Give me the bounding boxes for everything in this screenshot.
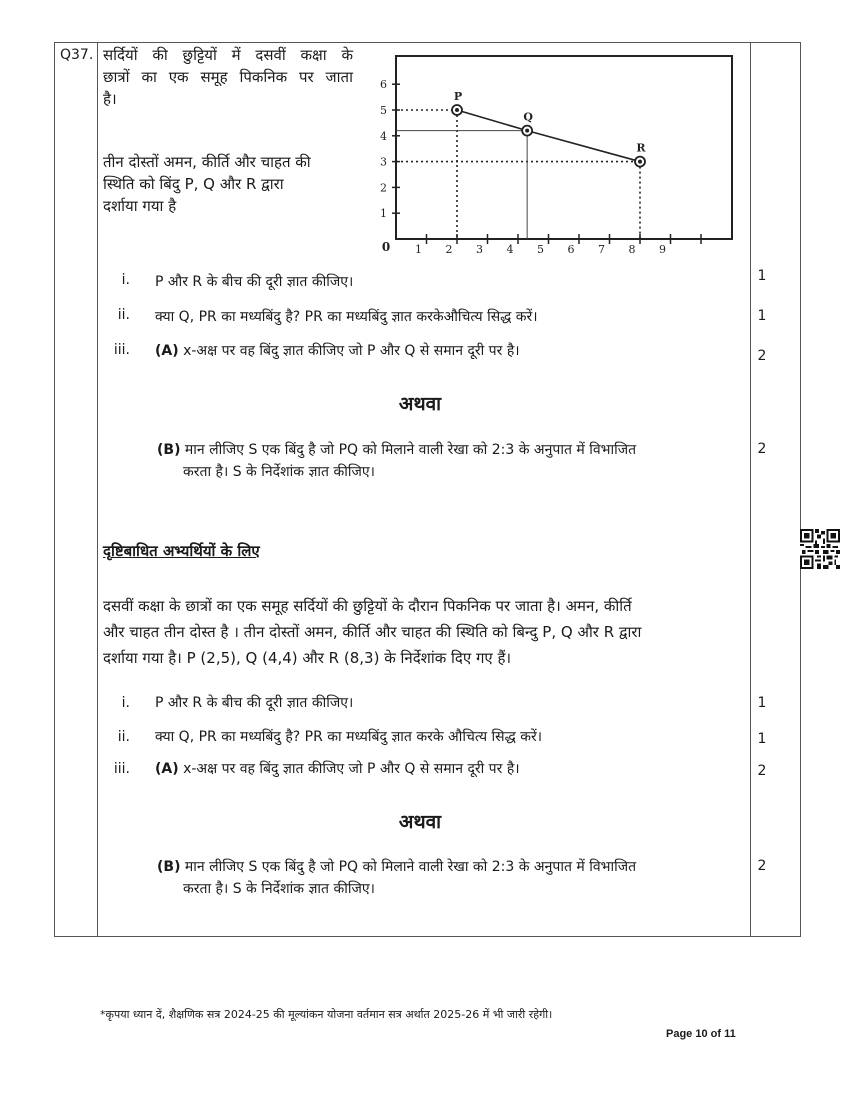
part-b-line-2: करता है। S के निर्देशांक ज्ञात कीजिए। (183, 464, 375, 480)
vi-or-label: अथवा (398, 811, 442, 833)
vi-heading: दृष्टिबाधित अभ्यर्थियों के लिए (103, 542, 260, 560)
x-tick-label: 8 (628, 243, 636, 256)
part-i-number: i. (121, 272, 130, 288)
intro-line-3: है। (103, 90, 117, 108)
origin-label: 0 (381, 240, 391, 254)
table-col-divider-1 (97, 42, 98, 937)
desc-line-3: दर्शाया गया है (103, 197, 177, 215)
y-tick-label: 2 (380, 181, 387, 195)
or-label: अथवा (398, 393, 442, 415)
point-label: Q (523, 110, 533, 124)
x-tick-label: 4 (506, 243, 514, 256)
vi-part-b-line-2: करता है। S के निर्देशांक ज्ञात कीजिए। (183, 881, 375, 897)
point-p-dot (455, 108, 459, 112)
y-tick-label: 1 (380, 207, 387, 221)
vi-part-iii-row (155, 758, 520, 780)
point-label: R (636, 141, 646, 155)
point-label: P (453, 90, 463, 103)
qr-code-icon (800, 528, 840, 570)
desc-line-1: तीन दोस्तों अमन, कीर्ति और चाहत की (103, 153, 311, 171)
vi-part-b-label: (B) (157, 859, 181, 875)
part-i-text: P और R के बीच की दूरी ज्ञात कीजिए। (155, 274, 354, 290)
y-tick-label: 6 (380, 78, 387, 92)
x-tick-label: 2 (445, 243, 453, 256)
y-tick-label: 4 (380, 129, 387, 143)
x-tick-label: 5 (537, 243, 544, 256)
vi-part-iii-label: (A) (155, 761, 179, 777)
vi-part-ii-number: ii. (117, 729, 130, 745)
vi-paragraph (103, 593, 743, 671)
vi-part-i-number: i. (121, 695, 130, 711)
coordinate-chart (370, 48, 740, 264)
x-tick-label: 6 (567, 243, 575, 256)
table-bottom-border (54, 936, 801, 937)
vi-part-iii-marks: 2 (757, 763, 767, 779)
vi-para-line-1: दसवीं कक्षा के छात्रों का एक समूह सर्दियों की छुट्टियों के दौरान पिकनिक पर जाता है। अमन, कीर्ति (103, 597, 632, 615)
desc-line-2: स्थिति को बिंदु P, Q और R द्वारा (103, 175, 284, 193)
segment-qr (527, 131, 640, 162)
vi-part-ii-marks: 1 (757, 731, 767, 747)
segment-pq (457, 110, 527, 131)
intro-line-1: सर्दियों की छुट्टियों में दसवीं कक्षा के (103, 46, 353, 64)
part-ii-number: ii. (117, 307, 130, 323)
x-tick-label: 7 (598, 243, 605, 256)
part-b-block (157, 439, 737, 483)
vi-part-b-block (157, 856, 737, 900)
part-b-marks: 2 (757, 441, 767, 457)
part-b-line-1: (B) मान लीजिए S एक बिंदु है जो PQ को मिलाने वाली रेखा को 2:3 के अनुपात में विभाजित (157, 442, 637, 458)
vi-part-i-text: P और R के बीच की दूरी ज्ञात कीजिए। (155, 695, 354, 711)
vi-part-b-line-1: (B) मान लीजिए S एक बिंदु है जो PQ को मिलाने वाली रेखा को 2:3 के अनुपात में विभाजित (157, 859, 637, 875)
y-tick-label: 3 (380, 155, 387, 169)
point-q-dot (525, 129, 529, 133)
part-ii-text: क्या Q, PR का मध्यबिंदु है? PR का मध्यबिंदु ज्ञात करकेऔचित्य सिद्ध करें। (155, 309, 538, 325)
vi-para-line-3: दर्शाया गया है। P (2,5), Q (4,4) और R (8,3) के निर्देशांक दिए गए हैं। (103, 649, 512, 667)
point-r-dot (638, 160, 642, 164)
part-iii-marks: 2 (757, 348, 767, 364)
x-tick-label: 1 (415, 243, 422, 256)
y-tick-label: 5 (380, 104, 387, 117)
table-right-border (800, 42, 801, 937)
table-col-divider-2 (750, 42, 751, 937)
part-iii-text: x-अक्ष पर वह बिंदु ज्ञात कीजिए जो P और Q से समान दूरी पर है। (183, 343, 520, 359)
part-ii-marks: 1 (757, 308, 767, 324)
vi-part-b-marks: 2 (757, 858, 767, 874)
vi-part-ii-text: क्या Q, PR का मध्यबिंदु है? PR का मध्यबिंदु ज्ञात करके औचित्य सिद्ध करें। (155, 729, 543, 745)
x-tick-label: 9 (659, 243, 666, 256)
table-top-border (54, 42, 801, 43)
intro-line-2: छात्रों का एक समूह पिकनिक पर जाता (103, 68, 353, 86)
vi-part-i-marks: 1 (757, 695, 767, 711)
chart-frame (396, 56, 732, 239)
question-intro (103, 44, 353, 110)
question-number: Q37. (60, 47, 94, 63)
part-iii-label: (A) (155, 343, 179, 359)
vi-para-line-2: और चाहत तीन दोस्त है । तीन दोस्तों अमन, कीर्ति और चाहत की स्थिति को बिन्दु P, Q और R द्वारा (103, 623, 642, 641)
part-i-marks: 1 (757, 268, 767, 284)
page-number: Page 10 of 11 (666, 1028, 736, 1040)
part-iii-number: iii. (113, 342, 130, 358)
vi-part-iii-text: x-अक्ष पर वह बिंदु ज्ञात कीजिए जो P और Q से समान दूरी पर है। (183, 761, 520, 777)
footer-note: *कृपया ध्यान दें, शैक्षणिक सत्र 2024-25 की मूल्यांकन योजना वर्तमान सत्र अर्थात 2025-26 में भी जारी रहेगी। (100, 1008, 553, 1021)
x-tick-label: 3 (476, 243, 483, 256)
part-iii-row (155, 340, 520, 362)
table-left-border (54, 42, 55, 937)
part-b-label: (B) (157, 442, 181, 458)
question-description (103, 151, 363, 217)
vi-part-iii-number: iii. (113, 761, 130, 777)
